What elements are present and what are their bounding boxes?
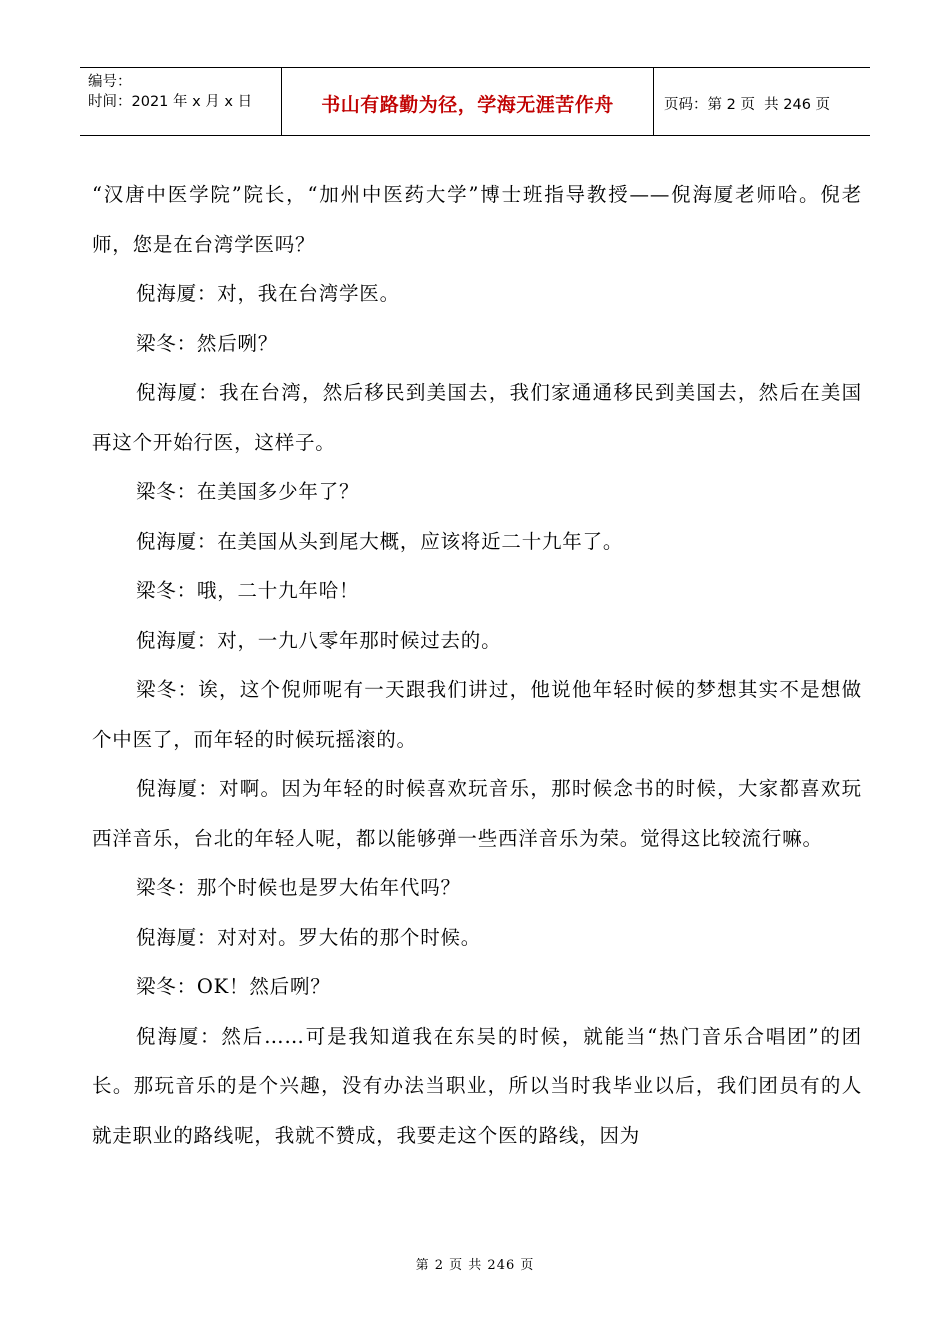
paragraph: 倪海厦：然后……可是我知道我在东吴的时候，就能当“热门音乐合唱团”的团长。那玩音乐的是个兴趣，没有办法当职业，所以当时我毕业以后，我们团员有的人就走职业的路线呢，我就不赞成，我要走这个医的路线，因为 — [92, 1024, 862, 1147]
header-motto-cell — [282, 68, 654, 135]
paragraph: 梁冬：然后咧？ — [136, 331, 279, 355]
paragraph: 倪海厦：在美国从头到尾大概，应该将近二十九年了。 — [136, 529, 624, 553]
paragraph: 倪海厦：对啊。因为年轻的时候喜欢玩音乐，那时候念书的时候，大家都喜欢玩西洋音乐，台北的年轻人呢，都以能够弹一些西洋音乐为荣。觉得这比较流行嘛。 — [92, 777, 862, 850]
header-motto: 书山有路勤为径，学海无涯苦作舟 — [321, 94, 614, 116]
paragraph: 梁冬：那个时候也是罗大佑年代吗？ — [136, 876, 461, 899]
paragraph: “汉唐中医学院”院长，“加州中医药大学”博士班指导教授——倪海厦老师哈。倪老师，您是在台湾学医吗？ — [92, 183, 862, 256]
paragraph: 梁冬：OK！然后咧？ — [136, 975, 331, 998]
page-header — [80, 67, 870, 136]
paragraph: 倪海厦：对，一九八零年那时候过去的。 — [136, 628, 502, 652]
document-number-label: 编号： — [88, 74, 132, 90]
document-date: 时间：2021 年 x 月 x 日 — [88, 94, 253, 110]
paragraph: 梁冬：在美国多少年了？ — [136, 480, 360, 503]
paragraph: 梁冬：哦，二十九年哈！ — [136, 579, 360, 602]
page-footer: 第 2 页 共 246 页 — [415, 1258, 535, 1273]
paragraph: 梁冬：诶，这个倪师呢有一天跟我们讲过，他说他年轻时候的梦想其实不是想做个中医了，而年轻的时候玩摇滚的。 — [92, 678, 862, 751]
paragraph: 倪海厦：我在台湾，然后移民到美国去，我们家通通移民到美国去，然后在美国再这个开始行医，这样子。 — [92, 381, 862, 454]
header-page-info: 页码：第 2 页 共 246 页 — [664, 97, 831, 113]
header-meta — [80, 68, 282, 135]
paragraph: 倪海厦：对对对。罗大佑的那个时候。 — [136, 925, 482, 949]
paragraph: 倪海厦：对，我在台湾学医。 — [136, 282, 400, 305]
document-body — [92, 170, 862, 1160]
